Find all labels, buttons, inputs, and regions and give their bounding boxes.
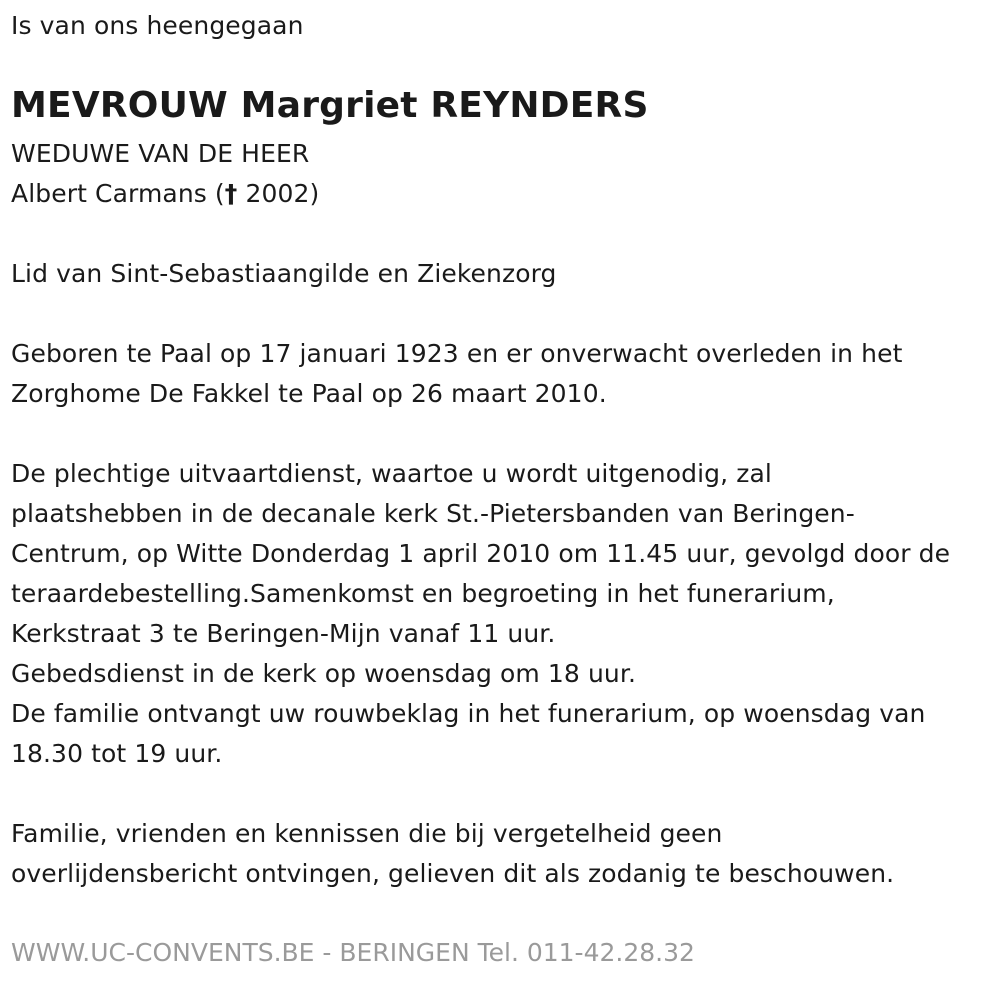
footer-contact: WWW.UC-CONVENTS.BE - BERINGEN Tel. 011-42.28.32 bbox=[11, 938, 695, 967]
spouse-name-line bbox=[11, 174, 319, 214]
funeral-service-block bbox=[11, 454, 950, 774]
prayer-service-line: Gebedsdienst in de kerk op woensdag om 18 uur. bbox=[11, 659, 636, 688]
spouse-name: Albert Carmans ( bbox=[11, 179, 225, 208]
family-note-block bbox=[11, 814, 894, 894]
deceased-name: MEVROUW Margriet REYNDERS bbox=[11, 85, 649, 126]
intro-text: Is van ons heengegaan bbox=[11, 11, 304, 40]
service-line: plaatshebben in de decanale kerk St.-Pietersbanden van Beringen- bbox=[11, 499, 855, 528]
membership-text: Lid van Sint-Sebastiaangilde en Ziekenzorg bbox=[11, 259, 557, 288]
service-line: Centrum, op Witte Donderdag 1 april 2010 om 11.45 uur, gevolgd door de bbox=[11, 539, 951, 568]
spouse-death-year: 2002) bbox=[237, 179, 320, 208]
birth-death-line: Geboren te Paal op 17 januari 1923 en er onverwacht overleden in het bbox=[11, 339, 903, 368]
family-note-line: Familie, vrienden en kennissen die bij vergetelheid geen bbox=[11, 819, 723, 848]
membership-block bbox=[11, 254, 557, 294]
cross-icon: † bbox=[224, 179, 238, 208]
spouse-block bbox=[11, 134, 319, 214]
birth-death-block bbox=[11, 334, 902, 414]
condolence-line: 18.30 tot 19 uur. bbox=[11, 739, 223, 768]
condolence-line: De familie ontvangt uw rouwbeklag in het funerarium, op woensdag van bbox=[11, 699, 926, 728]
birth-death-line: Zorghome De Fakkel te Paal op 26 maart 2010. bbox=[11, 379, 607, 408]
family-note-line: overlijdensbericht ontvingen, gelieven dit als zodanig te beschouwen. bbox=[11, 859, 895, 888]
service-line: Kerkstraat 3 te Beringen-Mijn vanaf 11 uur. bbox=[11, 619, 556, 648]
widow-line: WEDUWE VAN DE HEER bbox=[11, 139, 310, 168]
service-line: De plechtige uitvaartdienst, waartoe u wordt uitgenodig, zal bbox=[11, 459, 772, 488]
service-line: teraardebestelling.Samenkomst en begroeting in het funerarium, bbox=[11, 579, 835, 608]
